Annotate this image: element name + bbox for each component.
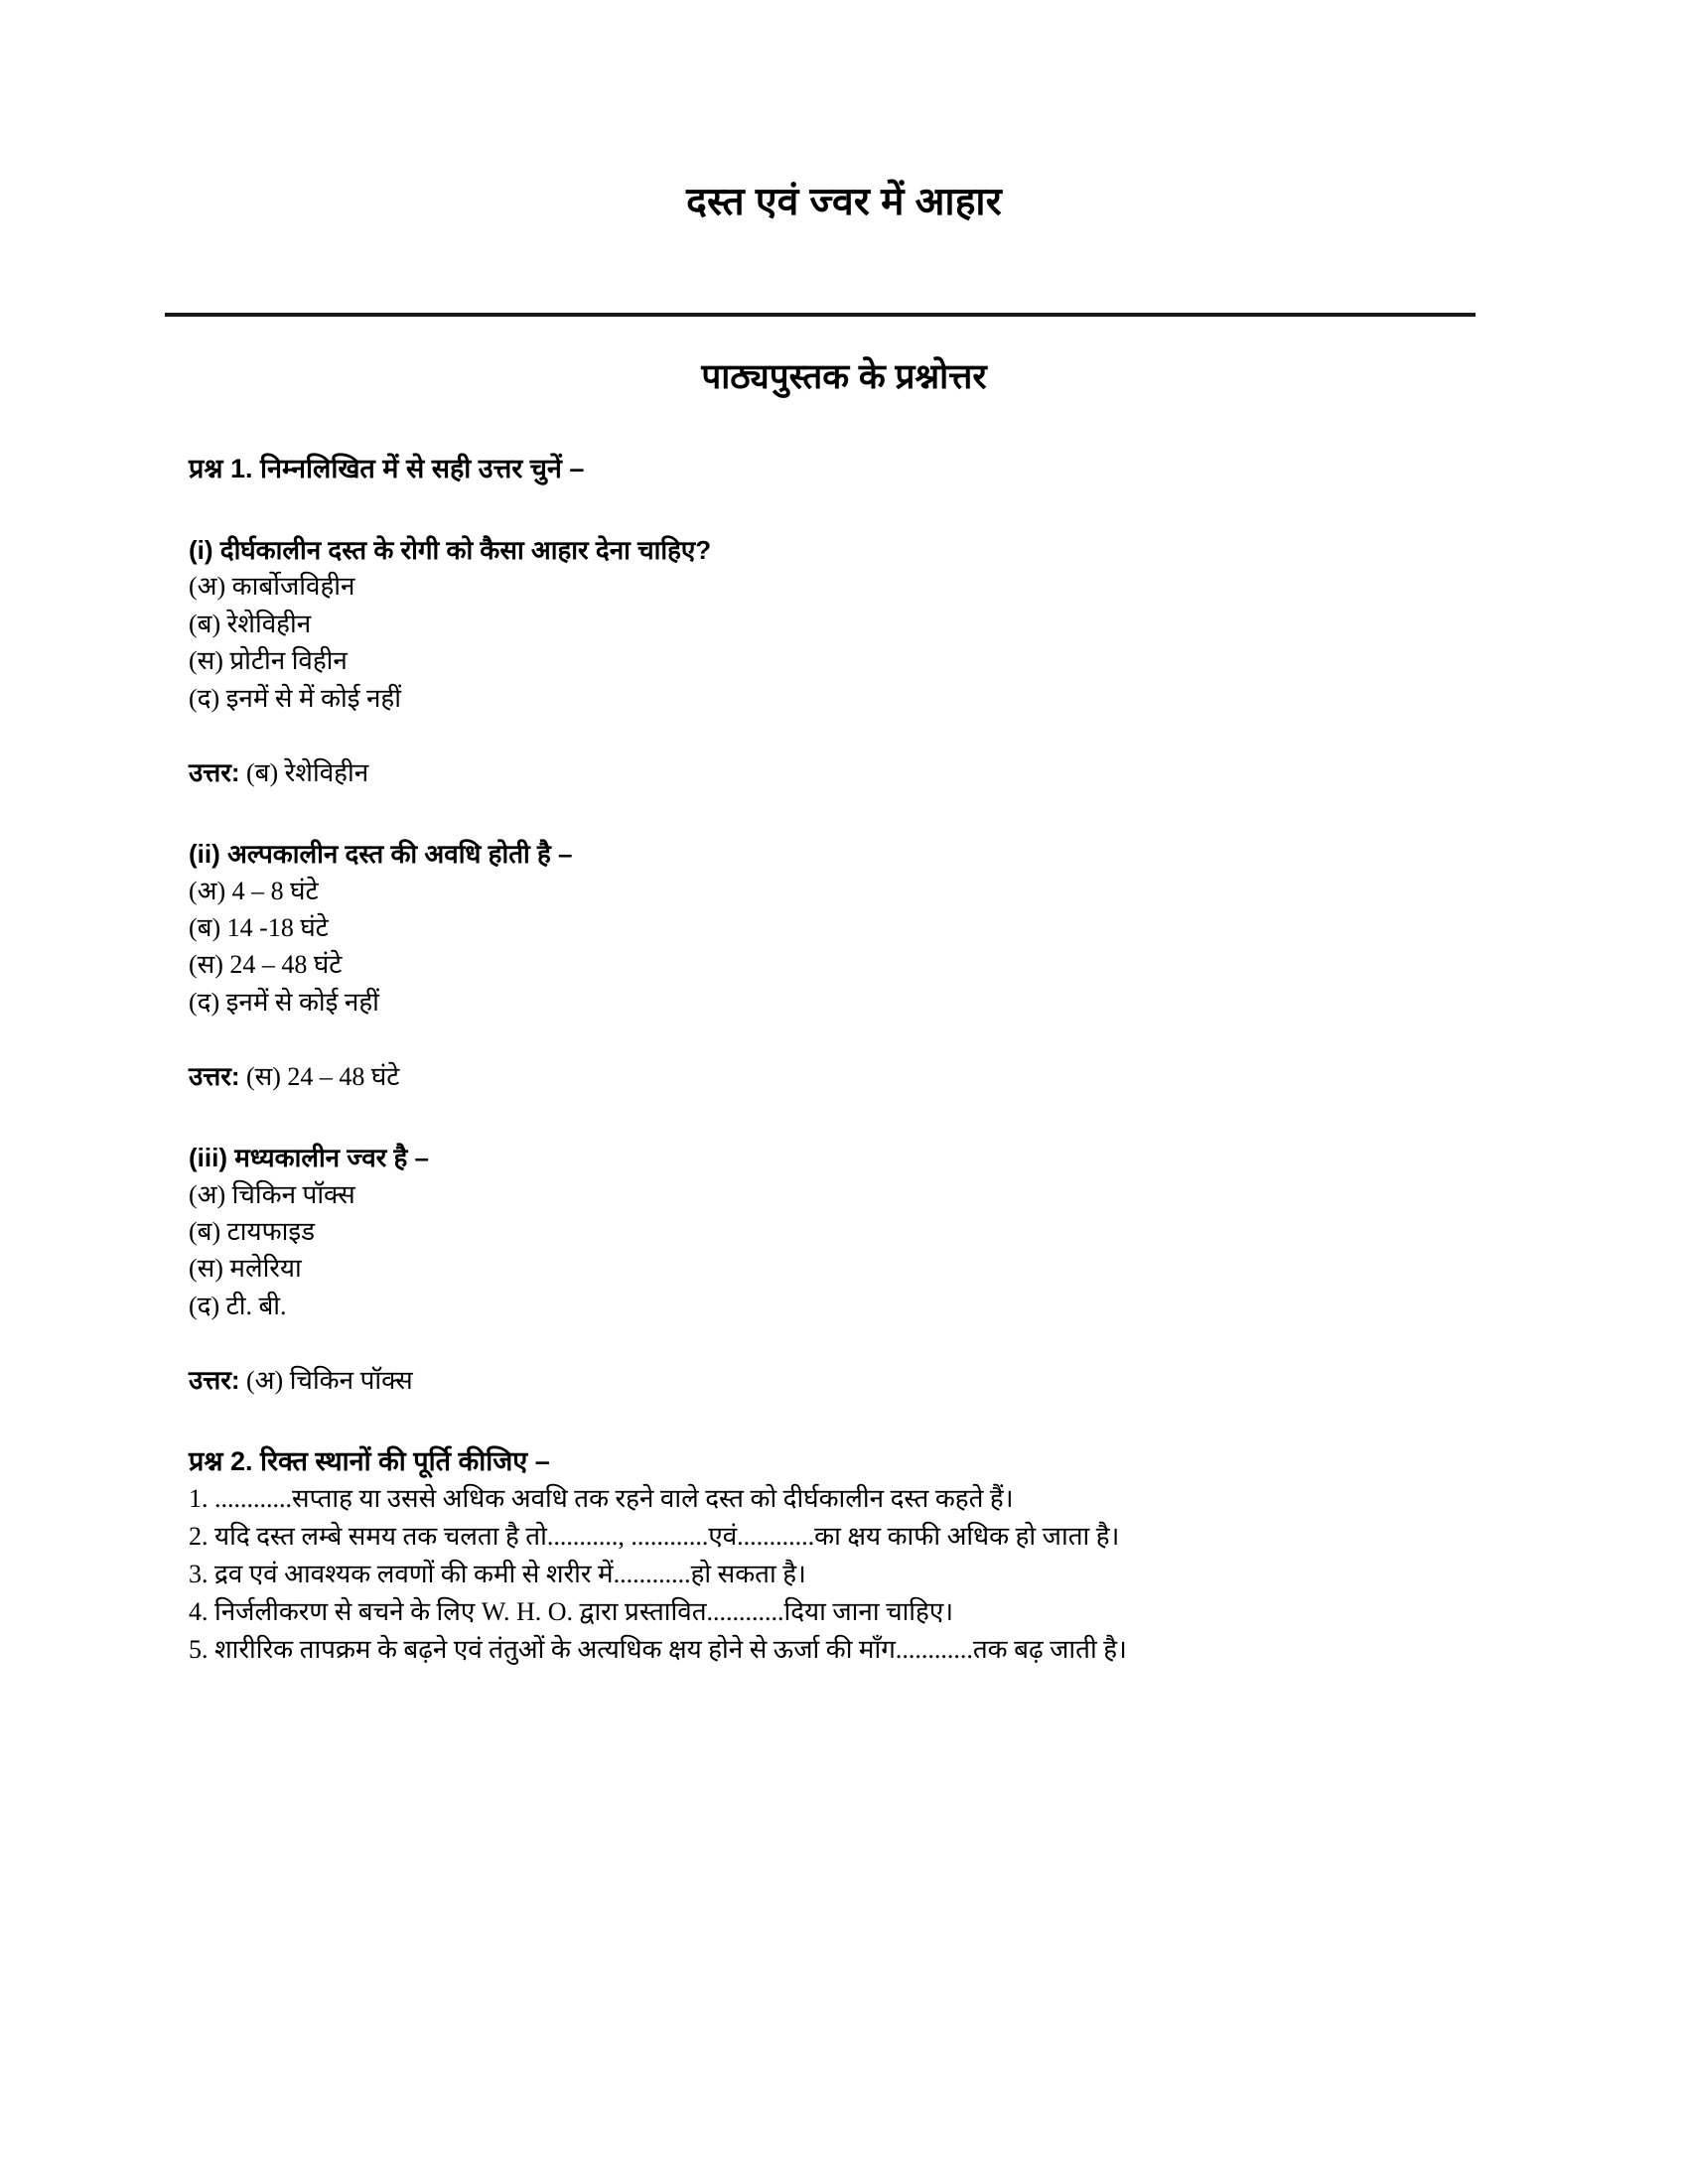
option-a[interactable]: (अ) कार्बोजविहीन (189, 572, 355, 602)
sub-question-ii-text: (ii) अल्पकालीन दस्त की अवधि होती है – (189, 838, 573, 869)
sub-question-ii (189, 836, 1499, 1096)
sub-question-i (189, 532, 1499, 792)
answer-value: (स) 24 – 48 घंटे (239, 1062, 400, 1092)
spacer (189, 792, 1499, 836)
blank-item-3: 3. द्रव एवं आवश्यक लवणों की कमी से शरीर में............हो सकता है। (189, 1559, 806, 1588)
spacer (189, 717, 1499, 754)
question-1-block (189, 451, 1499, 1400)
option-c[interactable]: (स) प्रोटीन विहीन (189, 646, 348, 676)
blank-item-1: 1. ............सप्ताह या उससे अधिक अवधि तक रहने वाले दस्त को दीर्घकालीन दस्त कहते हैं। (189, 1484, 1014, 1514)
blank-item-2: 2. यदि दस्त लम्बे समय तक चलता है तो..........., ............एवं............का क्षय काफी अधिक हो जाता है। (189, 1521, 1120, 1551)
sub-question-i-text: (i) दीर्घकालीन दस्त के रोगी को कैसा आहार देना चाहिए? (189, 534, 712, 565)
question-2-heading: प्रश्न 2. रिक्त स्थानों की पूर्ति कीजिए – (189, 1445, 550, 1476)
title-divider (165, 313, 1476, 317)
blank-item-4: 4. निर्जलीकरण से बचने के लिए W. H. O. द्वारा प्रस्तावित............दिया जाना चाहिए। (189, 1596, 954, 1626)
answer-i (189, 754, 1499, 791)
sub-question-iii-options (189, 1176, 1499, 1325)
answer-label: उत्तर: (189, 1365, 240, 1396)
sub-question-iii (189, 1140, 1499, 1400)
spacer (189, 488, 1499, 532)
spacer (189, 1400, 1499, 1443)
sub-question-iii-text: (iii) मध्यकालीन ज्वर है – (189, 1142, 430, 1172)
sub-question-i-options (189, 568, 1499, 717)
page-title: दस्त एवं ज्वर में आहार (686, 181, 1002, 223)
option-d[interactable]: (द) इनमें से कोई नहीं (189, 987, 379, 1017)
answer-label: उत्तर: (189, 1061, 240, 1092)
answer-label: उत्तर: (189, 757, 240, 788)
option-b[interactable]: (ब) रेशेविहीन (189, 609, 312, 638)
sub-question-ii-options (189, 873, 1499, 1022)
section-heading: पाठ्यपुस्तक के प्रश्नोत्तर (701, 356, 987, 396)
answer-iii (189, 1362, 1499, 1399)
option-a[interactable]: (अ) चिकिन पॉक्स (189, 1179, 355, 1209)
option-c[interactable]: (स) 24 – 48 घंटे (189, 950, 343, 980)
option-b[interactable]: (ब) टायफाइड (189, 1217, 316, 1247)
spacer (189, 1324, 1499, 1362)
option-b[interactable]: (ब) 14 -18 घंटे (189, 912, 329, 942)
option-d[interactable]: (द) इनमें से में कोई नहीं (189, 683, 401, 713)
option-a[interactable]: (अ) 4 – 8 घंटे (189, 876, 319, 905)
question-1-heading: प्रश्न 1. निम्नलिखित में से सही उत्तर चुनें – (189, 454, 585, 484)
option-d[interactable]: (द) टी. बी. (189, 1291, 287, 1320)
answer-ii (189, 1058, 1499, 1095)
spacer (189, 1021, 1499, 1058)
answer-value: (अ) चिकिन पॉक्स (239, 1366, 413, 1396)
blank-item-5: 5. शारीरिक तापक्रम के बढ़ने एवं तंतुओं के अत्यधिक क्षय होने से ऊर्जा की माँग............तक बढ़ जाती है। (189, 1634, 1127, 1664)
answer-value: (ब) रेशेविहीन (239, 758, 369, 788)
question-2-block (189, 1443, 1499, 1669)
option-c[interactable]: (स) मलेरिया (189, 1254, 302, 1284)
spacer (189, 1096, 1499, 1140)
